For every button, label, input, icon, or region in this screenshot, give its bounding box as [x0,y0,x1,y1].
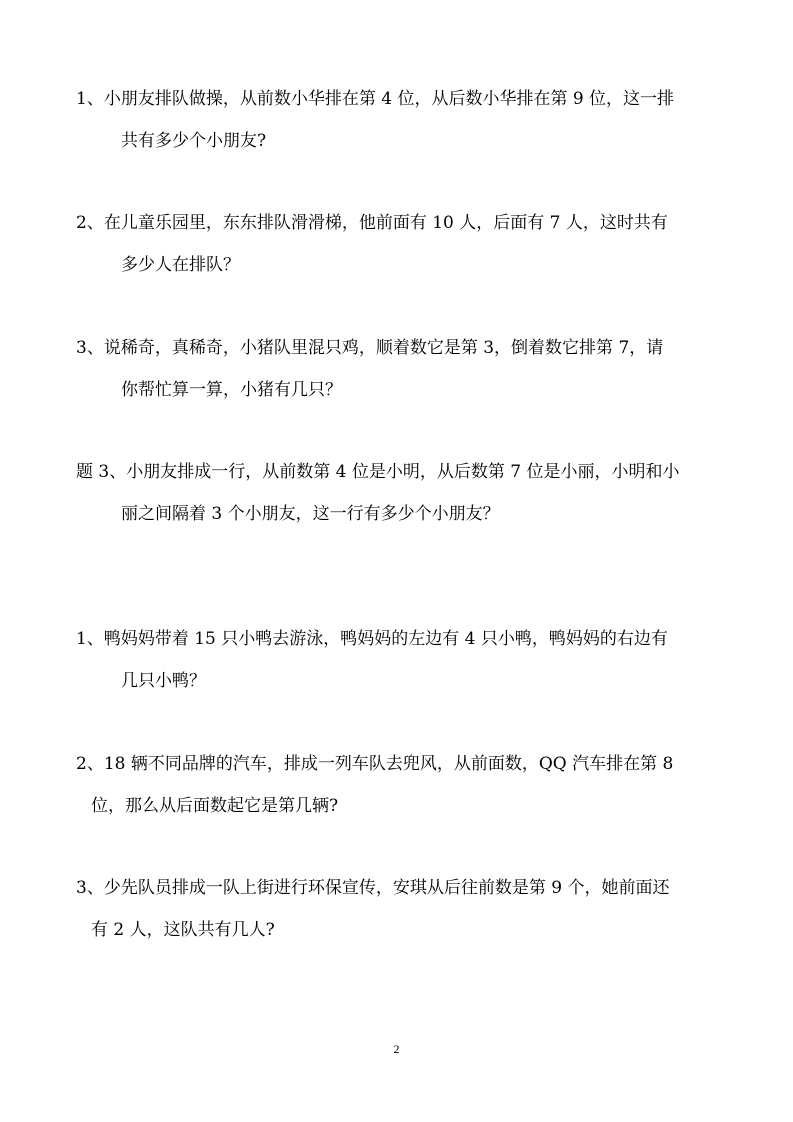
question-text: 3、少先队员排成一队上街进行环保宣传，安琪从后往前数是第 9 个，她前面还 [76,878,670,898]
question-text: 2、在儿童乐园里，东东排队滑滑梯，他前面有 10 人，后面有 7 人，这时共有 [76,213,668,233]
question-text-continued: 多少人在排队？ [121,255,240,275]
question-3 [76,338,726,400]
question-text: 3、说稀奇，真稀奇，小猪队里混只鸡，顺着数它是第 3，倒着数它排第 7，请 [76,338,664,358]
question-text: 题 3、小朋友排成一行，从前数第 4 位是小明，从后数第 7 位是小丽，小明和小 [76,462,680,482]
question-text-continued: 你帮忙算一算，小猪有几只？ [121,380,342,400]
page-number: 2 [393,1042,400,1056]
question-6 [76,754,726,816]
question-text-continued: 位，那么从后面数起它是第几辆? [91,796,339,816]
question-text: 2、18 辆不同品牌的汽车，排成一列车队去兜风，从前面数，QQ 汽车排在第 8 [76,754,674,774]
question-text-continued: 共有多少个小朋友? [121,131,267,151]
question-5 [76,629,726,691]
question-text-continued: 有 2 人，这队共有几人? [91,920,275,940]
question-text: 1、小朋友排队做操，从前数小华排在第 4 位，从后数小华排在第 9 位，这一排 [76,89,675,109]
question-7 [76,878,726,940]
question-text: 1、鸭妈妈带着 15 只小鸭去游泳，鸭妈妈的左边有 4 只小鸭，鸭妈妈的右边有 [76,629,668,649]
question-1 [76,89,726,151]
question-4 [76,462,726,524]
question-text-continued: 几只小鸭？ [121,671,206,691]
question-text-continued: 丽之间隔着 3 个小朋友，这一行有多少个小朋友？ [121,504,500,524]
question-2 [76,213,726,275]
